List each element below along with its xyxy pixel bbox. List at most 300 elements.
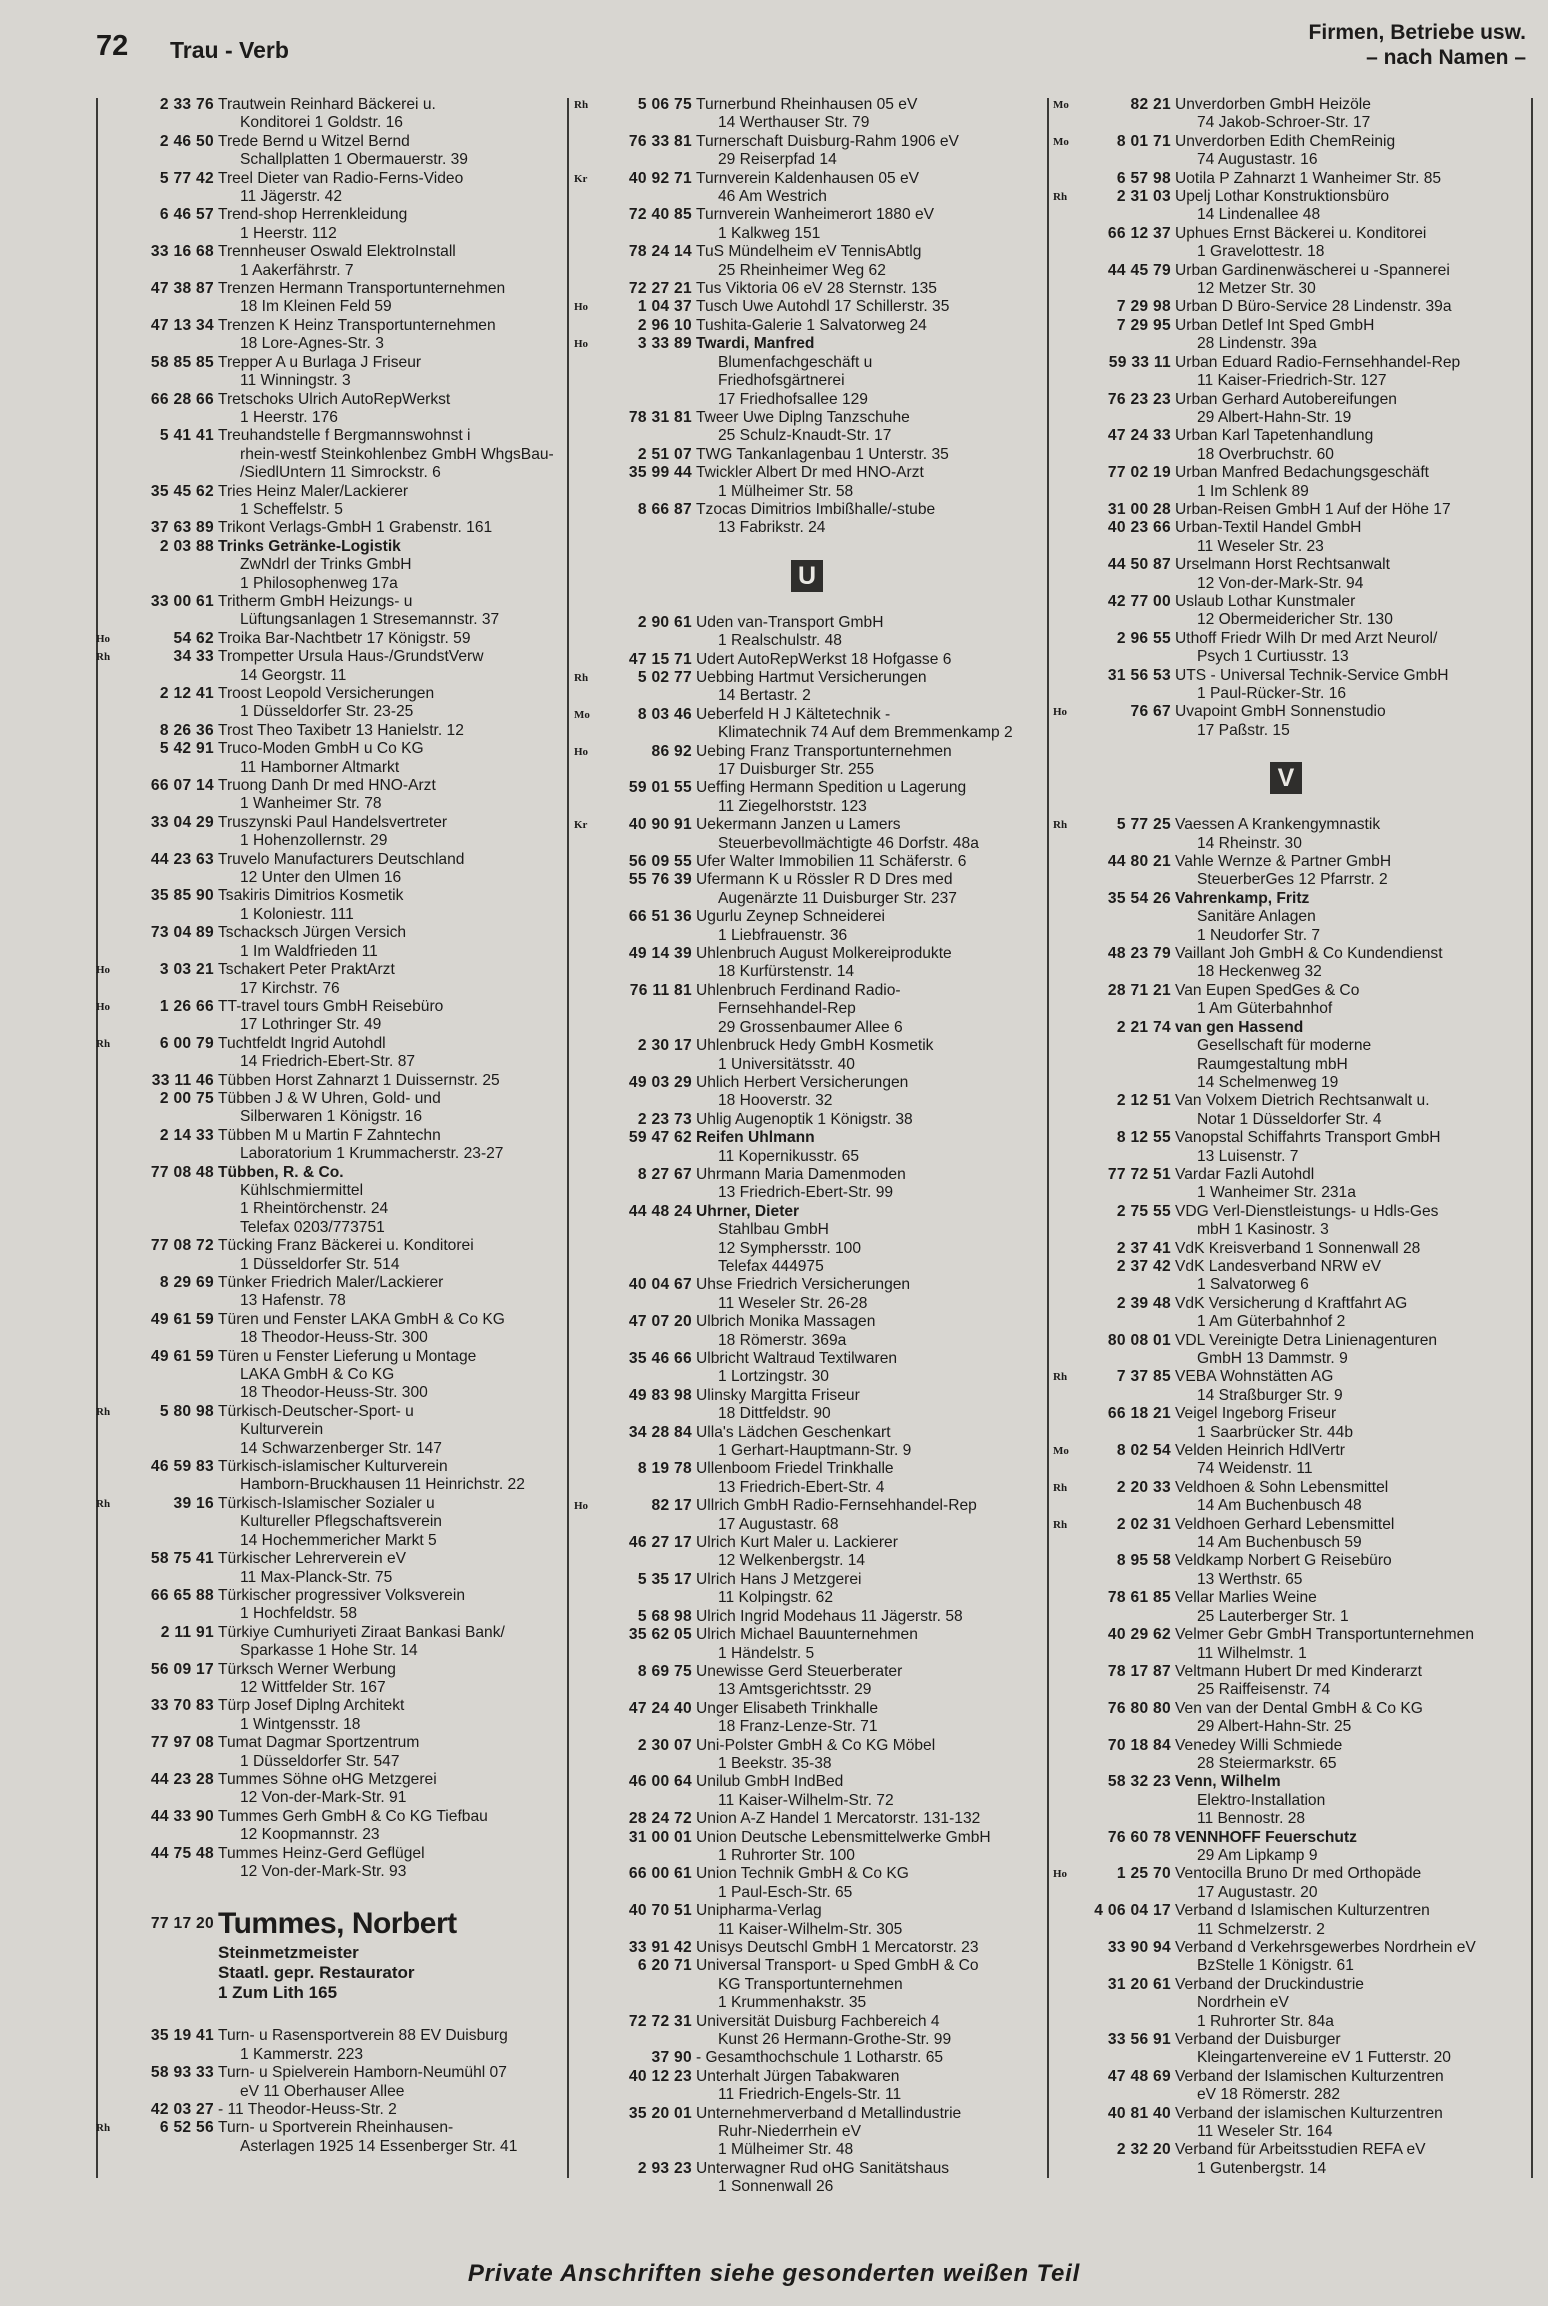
business-name: Turnverein Wanheimerort 1880 eV [696,206,935,224]
phone-number: 76 23 23 [1107,390,1171,408]
listing-entry [1053,816,1531,853]
entry-detail-line: 12 Welkenbergstr. 14 [718,1552,866,1570]
business-name: Tübben Horst Zahnarzt 1 Duissernstr. 25 [218,1071,500,1089]
phone-number: 44 80 21 [1107,853,1171,871]
district-code: Rh [96,1037,111,1050]
business-name: Uhrmann Maria Damenmoden [696,1165,906,1183]
business-name: Venn, Wilhelm [1175,1773,1281,1791]
business-name: Unverdorben GmbH Heizöle [1175,96,1371,113]
listing-entry [1053,1939,1531,1976]
district-code: Rh [96,1405,111,1418]
listing-entry [96,354,566,391]
business-name: Trompetter Ursula Haus-/GrundstVerw [218,648,484,666]
business-name: Unger Elisabeth Trinkhalle [696,1699,879,1717]
phone-number: 47 48 69 [1107,2067,1171,2085]
entry-detail-line: 12 Wittfelder Str. 167 [240,1678,386,1696]
phone-number: 8 02 54 [1116,1442,1171,1460]
listing-entry [1053,1258,1531,1295]
entry-detail-line: 12 Obermeidericher Str. 130 [1197,611,1393,629]
entry-detail-line: 17 Lothringer Str. 49 [240,1016,382,1034]
entry-detail-line: 12 Symphersstr. 100 [718,1239,862,1257]
listing-entry [96,2027,566,2064]
district-code: Rh [574,99,589,111]
entry-detail-line: 1 Paul-Esch-Str. 65 [718,1883,853,1901]
business-name: Tuchtfeldt Ingrid Autohdl [218,1034,386,1052]
business-name: Veldhoen Gerhard Lebensmittel [1175,1515,1395,1533]
entry-detail-line: 28 Lindenstr. 39a [1197,335,1317,353]
business-name: Türkisch-islamischer Kulturverein [218,1458,448,1476]
entry-detail-line: 1 Krummenhakstr. 35 [718,1994,867,2012]
business-name: Trautwein Reinhard Bäckerei u. [218,96,436,113]
phone-number: 46 00 64 [628,1773,692,1791]
listing-entry [1053,262,1531,299]
entry-detail-line: 1 Düsseldorfer Str. 23-25 [240,703,414,721]
entry-detail-line: 14 Schelmenweg 19 [1197,1073,1339,1091]
business-name: Treel Dieter van Radio-Ferns-Video [218,169,464,187]
phone-number: 5 35 17 [637,1570,692,1588]
business-name: Tritherm GmbH Heizungs- u [218,592,413,610]
entry-detail-line: 17 Duisburger Str. 255 [718,761,875,778]
business-name: Unverdorben Edith ChemReinig [1175,132,1396,150]
entry-detail-line: 74 Augustastr. 16 [1197,151,1318,169]
entry-detail-line: 18 Dittfeldstr. 90 [718,1405,831,1423]
business-name: Vahrenkamp, Fritz [1175,889,1310,907]
phone-number: 34 33 [173,648,214,666]
listing-entry [96,887,566,924]
phone-number: 1 25 70 [1116,1865,1171,1883]
listing-entry [1053,225,1531,262]
entry-detail-line: Augenärzte 11 Duisburger Str. 237 [718,889,957,907]
listing-entry [96,1311,566,1348]
listing-entry [1053,1405,1531,1442]
phone-number: 2 96 10 [637,316,692,334]
business-name: Ufer Walter Immobilien 11 Schäferstr. 6 [696,853,967,871]
business-name: Ulinsky Margitta Friseur [696,1386,860,1404]
phone-number: 35 85 90 [150,887,214,905]
listing-entry [1053,2031,1531,2068]
listing-entry [96,2101,566,2119]
business-name: VDL Vereinigte Detra Linienagenturen [1175,1331,1438,1349]
business-name: Venedey Willi Schmiede [1175,1736,1343,1754]
phone-number: 44 33 90 [150,1807,214,1825]
entry-detail-line: 11 Max-Planck-Str. 75 [240,1568,393,1586]
entry-detail-line: 1 Sonnenwall 26 [718,2178,834,2196]
phone-number: 2 90 61 [637,613,692,631]
phone-number: 49 83 98 [628,1386,692,1404]
business-name: Veltmann Hubert Dr med Kinderarzt [1175,1662,1423,1680]
entry-detail-line: Kultureller Pflegschaftsverein [240,1513,442,1531]
business-name: Urban-Reisen GmbH 1 Auf der Höhe 17 [1175,500,1451,518]
entry-detail-line: 13 Friedrich-Ebert-Str. 99 [718,1184,894,1202]
entry-detail-line: 1 Gerhart-Hauptmann-Str. 9 [718,1442,912,1460]
column-rule [1531,98,1533,2178]
entry-detail-line: 1 Händelstr. 5 [718,1644,815,1662]
listing-entry [96,243,566,280]
listing-entry [574,1829,1046,1866]
entry-detail-line: 13 Luisenstr. 7 [1197,1147,1299,1165]
listing-entry [574,614,1046,651]
business-name: UTS - Universal Technik-Service GmbH [1175,666,1449,684]
entry-detail-line: 18 Kurfürstenstr. 14 [718,963,855,981]
business-name: - Gesamthochschule 1 Lotharstr. 65 [696,2049,944,2067]
business-name: Ufermann K u Rössler R D Dres med [696,871,953,889]
listing-entry [1053,2141,1531,2178]
listing-entry [96,630,566,648]
section-letter: V [1270,762,1302,794]
entry-detail-line: 14 Bertastr. 2 [718,687,811,705]
business-name: Verband der Druckindustrie [1175,1975,1364,1993]
phone-number: 76 33 81 [628,132,692,150]
business-name: Treuhandstelle f Bergmannswohnst i [218,427,471,445]
business-name: Tummes, Norbert [218,1907,457,1941]
phone-number: 34 28 84 [628,1423,692,1441]
phone-number: 59 33 11 [1108,353,1171,371]
phone-number: 35 45 62 [150,482,214,500]
phone-number: 8 03 46 [637,705,692,723]
phone-number: 66 65 88 [150,1586,214,1604]
listing-entry [574,669,1046,706]
entry-detail-line: 1 Paul-Rücker-Str. 16 [1197,685,1347,702]
phone-number: 8 01 71 [1116,132,1171,150]
business-name: Trikont Verlags-GmbH 1 Grabenstr. 161 [218,519,493,537]
phone-number: 40 90 91 [628,816,692,834]
entry-detail-line: 1 Wanheimer Str. 231a [1197,1184,1356,1202]
phone-number: 40 92 71 [628,169,692,187]
listing-entry [96,1090,566,1127]
entry-detail-line: 14 Lindenallee 48 [1197,206,1321,224]
phone-number: 78 61 85 [1107,1589,1171,1607]
business-name: Tübben, R. & Co. [218,1163,344,1181]
phone-number: 1 26 66 [159,997,214,1015]
listing-entry [1053,2105,1531,2142]
phone-number: 78 24 14 [628,243,692,261]
entry-detail-line: 11 Weseler Str. 26-28 [718,1294,868,1312]
entry-spacer [96,2003,566,2027]
listing-entry [96,2119,566,2156]
phone-number: 5 02 77 [637,668,692,686]
phone-number: 37 63 89 [150,519,214,537]
listing-entry [574,243,1046,280]
listing-entry [96,593,566,630]
entry-detail-line: 1 Salvatorweg 6 [1197,1276,1309,1294]
phone-number: 28 71 21 [1107,981,1171,999]
business-name: Uotila P Zahnarzt 1 Wanheimer Str. 85 [1175,169,1442,187]
entry-detail-line: 18 Hooverstr. 32 [718,1092,833,1110]
entry-detail-line: 29 Reiserpfad 14 [718,151,837,169]
entry-detail-line: 1 Heerstr. 112 [240,224,337,242]
phone-number: 44 48 24 [628,1202,692,1220]
business-name: Trinks Getränke-Logistik [218,537,401,555]
phone-number: 72 27 21 [628,280,692,298]
entry-detail-line: 29 Am Lipkamp 9 [1197,1846,1318,1864]
listing-entry [1053,1552,1531,1589]
listing-entry [1053,890,1531,945]
phone-number: 2 31 03 [1116,188,1171,206]
listing-entry [96,740,566,777]
entry-detail-line: 29 Albert-Hahn-Str. 25 [1197,1718,1352,1736]
entry-detail-line: 13 Amtsgerichtsstr. 29 [718,1681,872,1699]
listing-entry [1053,1902,1531,1939]
listing-entry [96,851,566,888]
entry-detail-line: 1 Universitätsstr. 40 [718,1055,855,1073]
phone-number: 54 62 [173,629,214,647]
phone-number: 76 60 78 [1107,1828,1171,1846]
entry-detail-line: 11 Weseler Str. 23 [1197,537,1324,555]
entry-detail-line: 74 Jakob-Schroer-Str. 17 [1197,114,1371,132]
listing-entry [1053,354,1531,391]
listing-entry [574,1737,1046,1774]
listing-entry [96,1808,566,1845]
phone-number: 46 27 17 [628,1534,692,1552]
listing-entry [574,1460,1046,1497]
entry-detail-line: 11 Kolpingstr. 62 [718,1589,834,1607]
entry-detail-line: 25 Raiffeisenstr. 74 [1197,1681,1331,1699]
phone-number: 47 07 20 [628,1313,692,1331]
listing-entry [96,777,566,814]
business-name: Ven van der Dental GmbH & Co KG [1175,1699,1423,1717]
listing-entry [1053,96,1531,133]
entry-detail-line: Stahlbau GmbH [718,1221,829,1239]
listing-entry [574,1534,1046,1571]
listing-entry [574,743,1046,780]
business-name: Tus Viktoria 06 eV 28 Sternstr. 135 [696,280,937,298]
listing-entry [1053,1700,1531,1737]
listing-entry [574,133,1046,170]
listing-entry [574,1350,1046,1387]
business-name: Unterwagner Rud oHG Sanitätshaus [696,2159,950,2177]
listing-column-2 [574,96,1046,2197]
business-name: Uni-Polster GmbH & Co KG Möbel [696,1736,936,1754]
phone-number: 2 11 91 [160,1623,214,1641]
district-code: Ho [574,1500,589,1513]
listing-entry [96,206,566,243]
listing-entry [1053,1737,1531,1774]
listing-entry [574,1626,1046,1663]
listing-entry [574,779,1046,816]
listing-entry [96,2064,566,2101]
entry-detail-line: 1 Saarbrücker Str. 44b [1197,1423,1354,1441]
phone-number: 35 54 26 [1107,889,1171,907]
listing-entry [574,1203,1046,1277]
entry-detail-line: 1 Hochfeldstr. 58 [240,1605,358,1623]
business-name: Türkischer progressiver Volksverein [218,1586,465,1604]
phone-number: 40 81 40 [1107,2104,1171,2122]
entry-detail-line: Ruhr-Niederrhein eV [718,2123,862,2141]
phone-number: 2 14 33 [159,1126,214,1144]
entry-detail-line: 1 Am Güterbahnhof [1197,1000,1333,1018]
phone-number: 47 24 33 [1107,427,1171,445]
listing-entry [574,2049,1046,2067]
phone-number: 82 21 [1130,96,1171,113]
entry-detail-line: 1 Rheintörchenstr. 24 [240,1200,389,1218]
entry-detail-line: 18 Heckenweg 32 [1197,963,1322,981]
business-name: Tübben M u Martin F Zahntechn [218,1126,441,1144]
entry-detail-line: ZwNdrl der Trinks GmbH [240,556,412,574]
phone-number: 55 76 39 [628,871,692,889]
listing-entry [574,816,1046,853]
business-name: Universität Duisburg Fachbereich 4 [696,2012,940,2030]
listing-entry [96,483,566,520]
column-rule [567,98,569,2178]
entry-detail-line: mbH 1 Kasinostr. 3 [1197,1221,1329,1239]
business-name: Tünker Friedrich Maler/Lackierer [218,1274,444,1291]
business-name: Turn- u Sportverein Rheinhausen- [218,2119,454,2137]
entry-detail-line: 14 Hochemmericher Markt 5 [240,1531,437,1549]
listing-entry [96,1661,566,1698]
business-name: Tübben J & W Uhren, Gold- und [218,1089,441,1107]
business-name: Turn- u Spielverein Hamborn-Neumühl 07 [218,2064,507,2082]
entry-detail-line: LAKA GmbH & Co KG [240,1366,395,1384]
entry-detail-line: Kunst 26 Hermann-Grothe-Str. 99 [718,2031,952,2049]
district-code: Ho [574,745,589,758]
entry-detail-line: 17 Augustastr. 68 [718,1515,839,1533]
entry-detail-line: 17 Friedhofsallee 129 [718,390,868,408]
entry-detail-line: 1 Aakerfährstr. 7 [240,261,354,279]
phone-number: 40 29 62 [1107,1626,1171,1644]
entry-detail-line: Kühlschmiermittel [240,1181,364,1199]
phone-number: 5 42 91 [159,740,214,758]
phone-number: 7 29 95 [1116,316,1171,334]
entry-detail-line: 11 Friedrich-Engels-Str. 11 [718,2086,902,2104]
entry-detail-line: Schallplatten 1 Obermauerstr. 39 [240,151,468,169]
phone-number: 28 24 72 [628,1810,692,1828]
business-name: Tummes Söhne oHG Metzgerei [218,1770,437,1788]
listing-entry [1053,2068,1531,2105]
phone-number: 77 08 48 [150,1163,214,1181]
listing-entry [96,1734,566,1771]
phone-number: 5 41 41 [159,427,214,445]
listing-entry [574,1424,1046,1461]
phone-number: 47 24 40 [628,1699,692,1717]
page-number: 72 [96,30,129,62]
listing-entry [574,945,1046,982]
phone-number: 2 03 88 [159,537,214,555]
district-code: Rh [1053,819,1068,832]
phone-number: 59 47 62 [628,1129,692,1147]
business-name: Turnerbund Rheinhausen 05 eV [696,96,918,113]
entry-detail-line: Hamborn-Bruckhausen 11 Heinrichstr. 22 [240,1476,525,1494]
phone-number: 33 90 94 [1107,1939,1171,1956]
entry-detail-line: Konditorei 1 Goldstr. 16 [240,114,403,132]
business-name: Uphues Ernst Bäckerei u. Konditorei [1175,224,1427,242]
entry-detail-line: BzStelle 1 Königstr. 61 [1197,1957,1354,1975]
phone-number: 77 08 72 [150,1237,214,1255]
entry-detail-line: /SiedlUntern 11 Simrockstr. 6 [240,464,441,482]
phone-number: 2 37 42 [1116,1257,1171,1275]
phone-number: 47 15 71 [628,650,692,668]
business-name: Uthoff Friedr Wilh Dr med Arzt Neurol/ [1175,629,1438,647]
listing-entry [574,317,1046,335]
business-name: Türkisch-Islamischer Sozialer u [218,1494,435,1512]
business-name: Trepper A u Burlaga J Friseur [218,353,422,371]
entry-detail-line: 11 Kaiser-Friedrich-Str. 127 [1197,372,1387,390]
entry-detail-line: 11 Kaiser-Wilhelm-Str. 305 [718,1920,903,1938]
business-name: Ulrich Kurt Maler u. Lackierer [696,1534,898,1552]
entry-detail-line: 11 Bennostr. 28 [1197,1810,1306,1828]
phone-number: 6 46 57 [159,206,214,224]
business-name: Uebbing Hartmut Versicherungen [696,668,927,686]
phone-number: 6 20 71 [637,1957,692,1975]
phone-number: 8 27 67 [637,1165,692,1183]
listing-entry [1053,298,1531,316]
district-code: Ho [574,301,589,314]
phone-number: 2 30 07 [637,1736,692,1754]
business-name: Union Deutsche Lebensmittelwerke GmbH [696,1828,991,1846]
listing-entry [574,1387,1046,1424]
listing-entry [96,133,566,170]
business-name: Turnerschaft Duisburg-Rahm 1906 eV [696,132,959,150]
business-name: Ullrich GmbH Radio-Fernsehhandel-Rep [696,1497,977,1515]
business-name: Uhlenbruch Ferdinand Radio- [696,981,901,999]
listing-entry [574,1276,1046,1313]
listing-entry [574,1939,1046,1957]
phone-number: 44 45 79 [1107,261,1171,279]
district-code: Rh [1053,191,1068,204]
listing-column-1 [96,96,566,2156]
entry-detail-line: Asterlagen 1925 14 Essenberger Str. 41 [240,2137,518,2155]
business-name: Tretschoks Ulrich AutoRepWerkst [218,390,451,408]
phone-number: 35 19 41 [150,2027,214,2045]
business-name: Vellar Marlies Weine [1175,1589,1317,1607]
business-name: Uden van-Transport GmbH [696,613,884,631]
phone-number: 39 16 [173,1494,214,1512]
phone-number: 33 04 29 [150,813,214,831]
phone-number: 86 92 [651,742,692,760]
listing-entry [1053,391,1531,428]
business-name: Uekermann Janzen u Lamers [696,816,901,834]
entry-detail-line: 25 Schulz-Knaudt-Str. 17 [718,427,892,445]
listing-entry [96,1587,566,1624]
phone-number: 35 46 66 [628,1350,692,1367]
entry-detail-line: Sparkasse 1 Hohe Str. 14 [240,1642,418,1660]
listing-entry [96,391,566,428]
entry-detail-line: 1 Koloniestr. 111 [240,905,354,923]
phone-number: 8 69 75 [637,1662,692,1680]
phone-number: 46 59 83 [150,1458,214,1476]
phone-number: 2 51 07 [637,445,692,463]
business-name: Upelj Lothar Konstruktionsbüro [1175,188,1390,206]
entry-detail-line: rhein-westf Steinkohlenbez GmbH WhgsBau- [240,445,554,463]
business-name: Twickler Albert Dr med HNO-Arzt [696,464,924,482]
phone-number: 59 01 55 [628,779,692,797]
listing-entry [574,908,1046,945]
phone-number: 5 77 25 [1116,816,1171,834]
business-name: VdK Kreisverband 1 Sonnenwall 28 [1175,1239,1421,1257]
business-name: Tschakert Peter PraktArzt [218,961,395,979]
listing-entry [96,427,566,482]
category-heading [1309,20,1526,70]
phone-number: 33 11 46 [151,1071,214,1089]
listing-entry [1053,982,1531,1019]
phone-number: 80 08 01 [1107,1331,1171,1349]
listing-entry [1053,1829,1531,1866]
entry-detail-line: GmbH 13 Dammstr. 9 [1197,1350,1348,1367]
listing-entry [96,648,566,685]
business-name: TT-travel tours GmbH Reisebüro [218,997,444,1015]
entry-detail-line: Steinmetzmeister [218,1943,359,1963]
business-name: Truszynski Paul Handelsvertreter [218,813,448,831]
phone-number: 42 77 00 [1107,592,1171,610]
entry-detail-line: 1 Heerstr. 176 [240,408,338,426]
business-name: Ueberfeld H J Kältetechnik - [696,705,891,723]
listing-entry [1053,1589,1531,1626]
entry-detail-line: Telefax 444975 [718,1257,824,1275]
entry-detail-line: Raumgestaltung mbH [1197,1055,1348,1073]
listing-entry [574,1700,1046,1737]
entry-detail-line: 17 Paßstr. 15 [1197,721,1290,739]
business-name: Troost Leopold Versicherungen [218,685,435,702]
listing-entry [96,96,566,133]
